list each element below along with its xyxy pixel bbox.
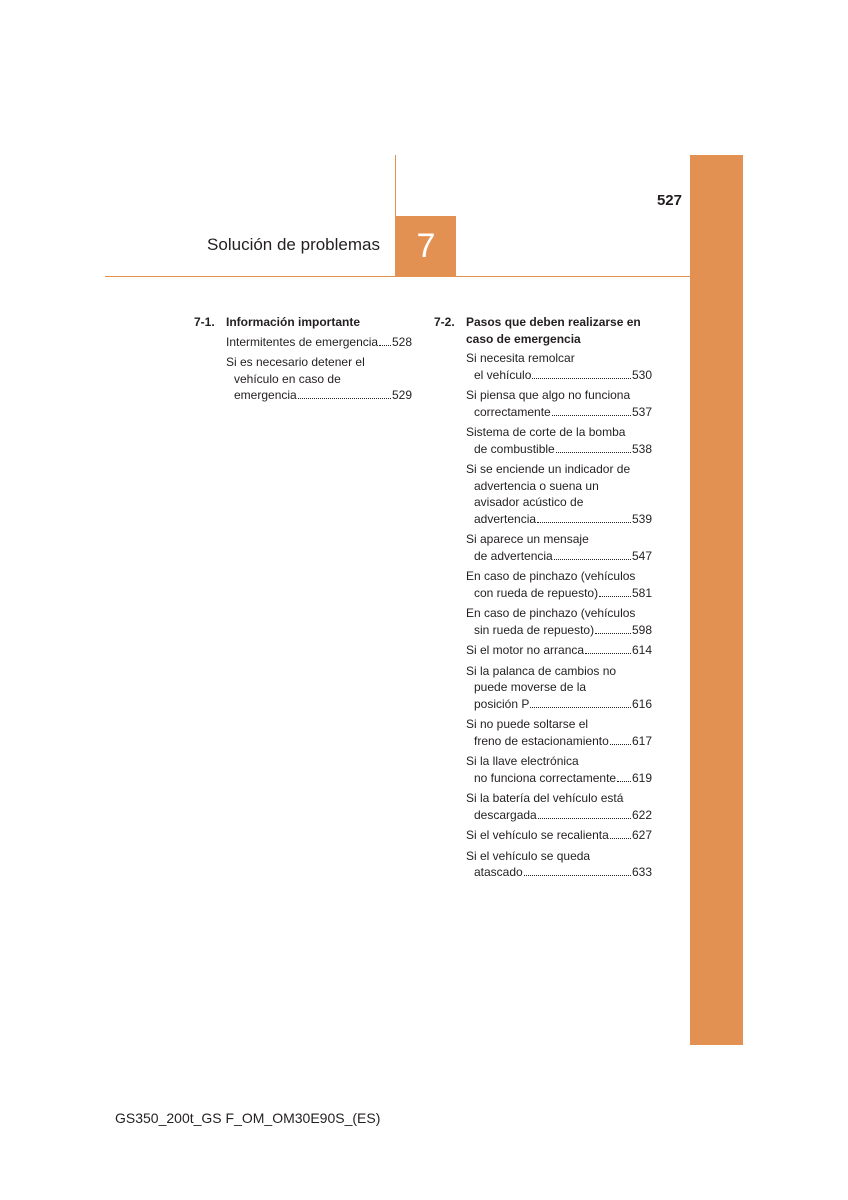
dot-leader [556,452,631,453]
toc-entry-last-line [466,864,652,881]
toc-entry[interactable] [466,848,652,881]
toc-entry-text: emergencia [234,388,297,402]
section-title: Pasos que deben realizarse en caso de emergencia [466,315,641,346]
toc-entry-text: Si necesita remolcar [466,351,575,365]
toc-entry-page: 598 [631,622,652,637]
toc-entry-last-line [226,334,412,351]
toc-entry-last-line [466,770,652,787]
toc-entry-text: Sistema de corte de la bomba [466,425,626,439]
dot-leader [610,744,631,745]
section-title: Información importante [226,315,361,329]
toc-entry-last-line [466,827,652,844]
toc-entry-last-line [466,696,652,713]
toc-entry-text: vehículo en caso de [234,371,341,386]
toc-entry-text: Si el motor no arranca [466,643,585,657]
toc-entry-page: 616 [631,696,652,711]
toc-entry-text: Si el vehículo se recalienta [466,828,609,842]
toc-entry[interactable] [466,827,652,844]
toc-entry-text: avisador acústico de [474,495,584,509]
toc-entry-page: 547 [631,548,652,563]
page-number: 527 [656,192,682,209]
toc-entry-page: 581 [631,585,652,600]
toc-entry-list [434,350,652,881]
toc-entry-page: 622 [631,807,652,822]
toc-entry-page: 614 [631,643,652,657]
dot-leader [610,838,631,839]
toc-entry-last-line [466,807,652,824]
toc-entry-text: advertencia [474,511,537,526]
toc-entry[interactable] [466,350,652,383]
toc-entry-text: el vehículo [474,367,532,382]
toc-entry-text: con rueda de repuesto) [474,585,599,600]
dot-leader [538,818,631,819]
toc-entry-text: En caso de pinchazo (vehículos [466,569,636,583]
toc-entry-text: Si piensa que algo no funciona [466,388,631,402]
toc-entry-text: posición P [474,696,530,711]
toc-entry-text: Intermitentes de emergencia [226,334,379,349]
section-number: 7-1. [194,315,215,329]
header-horizontal-rule [105,276,690,277]
section-number: 7-2. [434,315,455,329]
toc-section-7-2 [434,314,652,885]
chapter-side-tab [690,155,743,1045]
dot-leader [595,633,631,634]
toc-entry[interactable] [226,354,412,404]
toc-section-7-1 [194,314,412,408]
toc-entry-last-line [466,404,652,421]
toc-entry[interactable] [466,753,652,786]
toc-entry-text: advertencia o suena un [474,478,599,493]
toc-entry-last-line [466,622,652,639]
toc-entry-last-line [466,548,652,565]
toc-entry-text: puede moverse de la [474,680,587,694]
toc-entry-page: 528 [391,334,412,349]
toc-entry[interactable] [466,642,652,659]
toc-entry-text: Si no puede soltarse el [466,717,589,731]
toc-entry-page: 538 [631,441,652,456]
dot-leader [532,378,631,379]
dot-leader [554,559,631,560]
toc-entry[interactable] [466,716,652,749]
dot-leader [585,653,631,654]
toc-entry[interactable] [466,461,652,527]
toc-entry-text: de combustible [474,441,555,456]
section-heading [434,314,652,347]
toc-entry[interactable] [466,568,652,601]
toc-entry-text: Si se enciende un indicador de [466,462,631,476]
document-code-footer: GS350_200t_GS F_OM_OM30E90S_(ES) [115,1110,381,1126]
chapter-number-box: 7 [396,216,456,276]
toc-entry-text: Si el vehículo se queda [466,848,591,863]
toc-entry-text: no funciona correctamente [474,770,617,785]
toc-entry-last-line [466,441,652,458]
toc-entry-text: de advertencia [474,548,553,563]
toc-entry-page: 627 [631,828,652,842]
dot-leader [552,415,631,416]
dot-leader [537,522,631,523]
dot-leader [298,398,391,399]
toc-entry-last-line [466,585,652,602]
toc-entry-text: atascado [474,865,523,879]
toc-entry-last-line [466,511,652,528]
dot-leader [530,707,631,708]
dot-leader [524,875,631,876]
toc-entry[interactable] [466,605,652,638]
toc-entry-text: Si la llave electrónica [466,754,579,768]
toc-entry[interactable] [466,531,652,564]
toc-entry[interactable] [466,424,652,457]
toc-entry-text: sin rueda de repuesto) [474,622,595,637]
toc-entry-text: Si la palanca de cambios no [466,663,617,678]
toc-entry-text: Si es necesario detener el [226,355,365,369]
toc-entry-text: Si aparece un mensaje [466,532,589,546]
toc-entry-page: 617 [631,733,652,748]
toc-entry-last-line [466,367,652,384]
chapter-title: Solución de problemas [207,235,380,254]
toc-entry-text: freno de estacionamiento [474,733,609,748]
section-heading [194,314,412,331]
toc-entry-page: 539 [631,511,652,526]
toc-entry[interactable] [466,663,652,713]
toc-entry[interactable] [466,387,652,420]
toc-entry-text: Si la batería del vehículo está [466,791,624,805]
toc-entry[interactable] [226,334,412,351]
toc-entry[interactable] [466,790,652,823]
toc-entry-page: 537 [631,404,652,419]
toc-entry-page: 529 [391,388,412,402]
toc-entry-text: correctamente [474,404,551,419]
toc-entry-list [194,334,412,404]
toc-entry-page: 530 [631,367,652,382]
toc-entry-last-line [466,642,652,659]
toc-entry-text: En caso de pinchazo (vehículos [466,606,636,620]
toc-entry-page: 619 [631,770,652,785]
dot-leader [379,345,391,346]
toc-entry-last-line [466,733,652,750]
dot-leader [617,781,631,782]
dot-leader [599,596,631,597]
toc-entry-page: 633 [631,865,652,879]
toc-entry-text: descargada [474,807,537,822]
toc-entry-last-line [226,387,412,404]
